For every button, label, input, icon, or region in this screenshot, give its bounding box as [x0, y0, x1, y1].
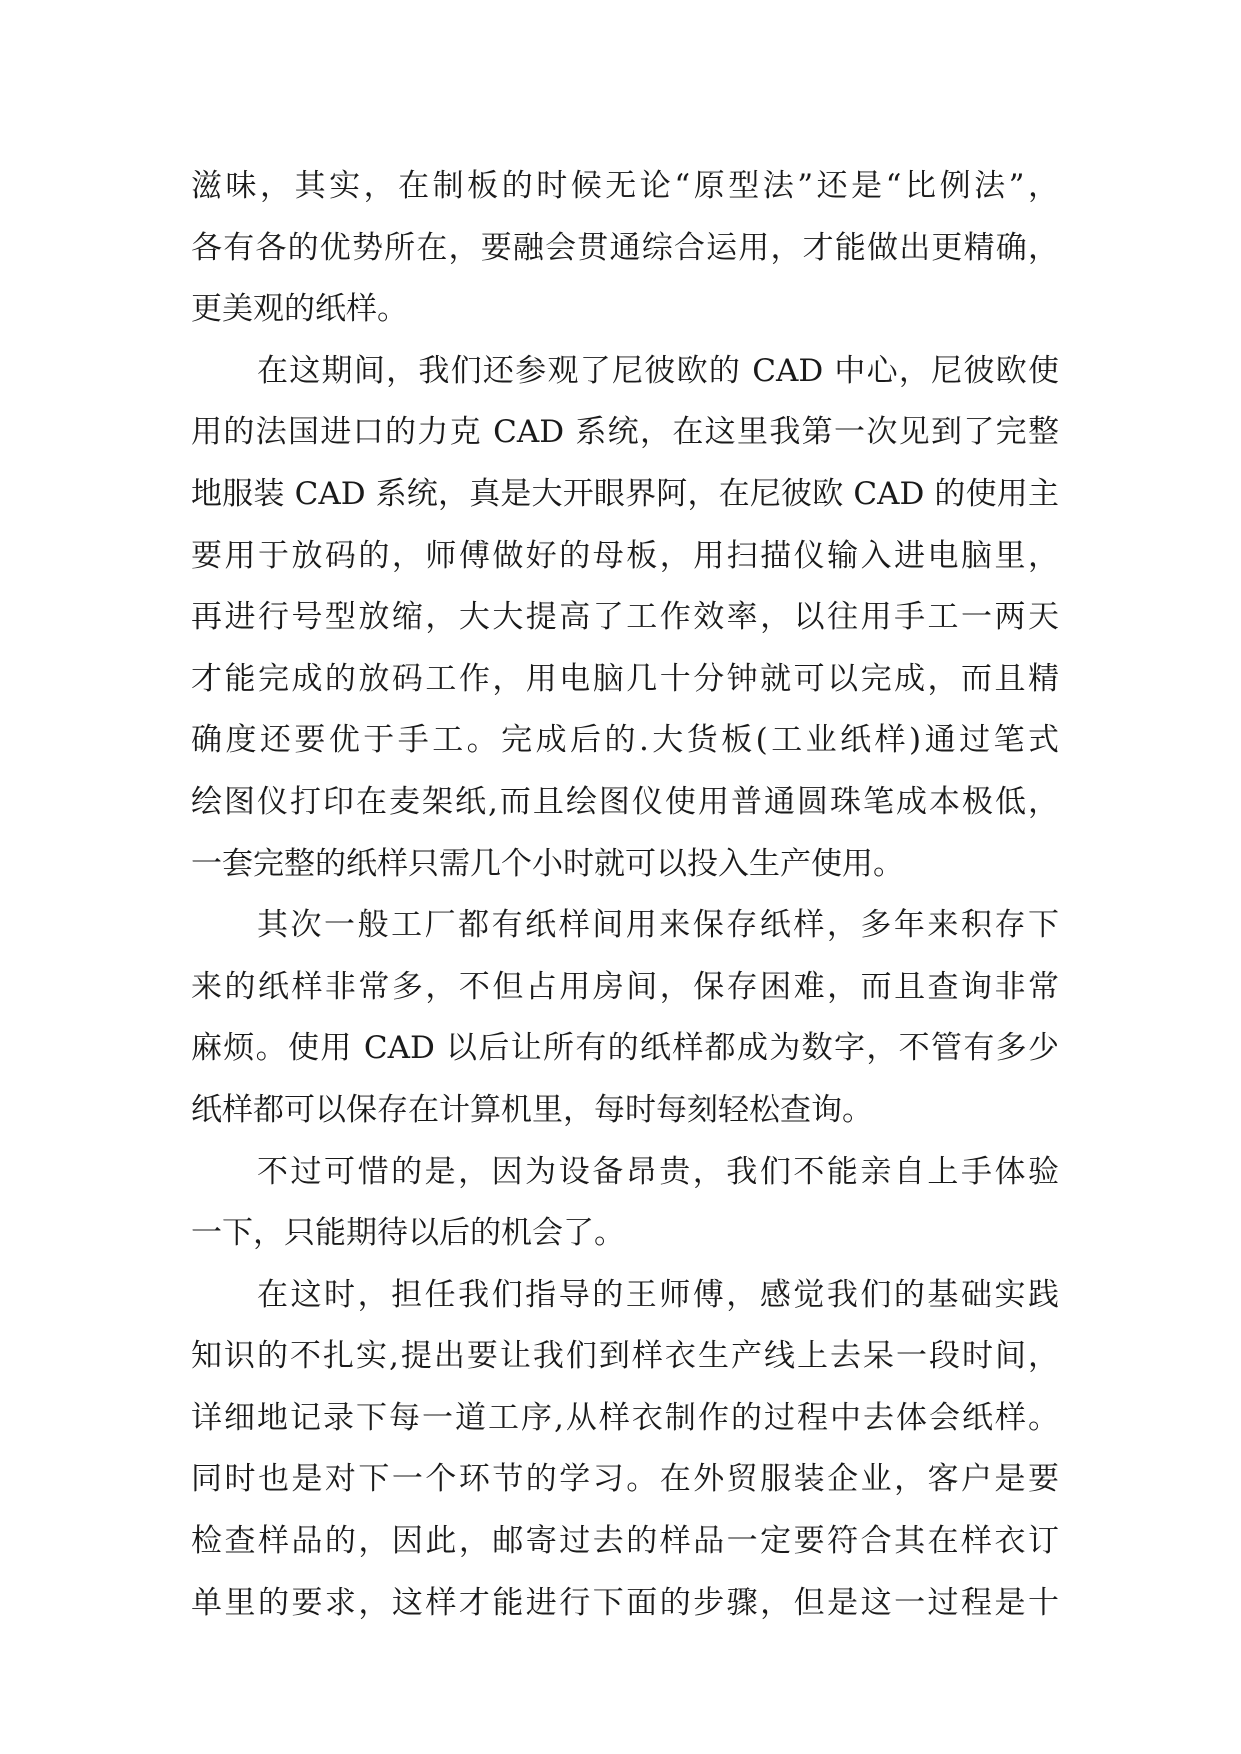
text-line: 麻烦。使用 CAD 以后让所有的纸样都成为数字，不管有多少: [191, 1030, 1059, 1067]
text-line: 地服装 CAD 系统，真是大开眼界阿，在尼彼欧 CAD 的使用主: [191, 475, 1059, 512]
paragraph-3: [191, 895, 1059, 1141]
paragraph-5: [191, 1265, 1059, 1635]
text-line: 各有各的优势所在，要融会贯通综合运用，才能做出更精确，: [191, 229, 1059, 266]
paragraph-1: [191, 156, 1059, 341]
text-line: 一下，只能期待以后的机会了。: [191, 1215, 625, 1252]
text-line: 绘图仪打印在麦架纸,而且绘图仪使用普通圆珠笔成本极低，: [191, 783, 1059, 820]
text-line: 再进行号型放缩，大大提高了工作效率，以往用手工一两天: [191, 599, 1059, 636]
text-line: 确度还要优于手工。完成后的.大货板(工业纸样)通过笔式: [191, 722, 1059, 759]
text-line: 检查样品的，因此，邮寄过去的样品一定要符合其在样衣订: [191, 1523, 1059, 1560]
text-line: 要用于放码的，师傅做好的母板，用扫描仪输入进电脑里，: [191, 537, 1059, 574]
text-line: 来的纸样非常多，不但占用房间，保存困难，而且查询非常: [191, 968, 1059, 1005]
text-line: 不过可惜的是，因为设备昂贵，我们不能亲自上手体验: [257, 1153, 1059, 1190]
text-line: 滋味，其实，在制板的时候无论“原型法”还是“比例法”，: [191, 168, 1059, 204]
text-line: 用的法国进口的力克 CAD 系统，在这里我第一次见到了完整: [191, 414, 1059, 451]
paragraph-4: [191, 1142, 1059, 1265]
body-text: [191, 156, 1059, 1634]
text-line: 才能完成的放码工作，用电脑几十分钟就可以完成，而且精: [191, 660, 1059, 697]
text-line: 单里的要求，这样才能进行下面的步骤，但是这一过程是十: [191, 1584, 1059, 1621]
text-line: 详细地记录下每一道工序,从样衣制作的过程中去体会纸样。: [191, 1399, 1059, 1436]
text-line: 更美观的纸样。: [191, 291, 408, 328]
text-line: 在这期间，我们还参观了尼彼欧的 CAD 中心，尼彼欧使: [257, 352, 1059, 389]
text-line: 知识的不扎实,提出要让我们到样衣生产线上去呆一段时间，: [191, 1338, 1059, 1375]
text-line: 在这时，担任我们指导的王师傅，感觉我们的基础实践: [257, 1276, 1059, 1313]
text-line: 其次一般工厂都有纸样间用来保存纸样，多年来积存下: [257, 907, 1059, 944]
paragraph-2: [191, 341, 1059, 895]
text-line: 一套完整的纸样只需几个小时就可以投入生产使用。: [191, 845, 904, 882]
text-line: 纸样都可以保存在计算机里，每时每刻轻松查询。: [191, 1091, 873, 1128]
text-line: 同时也是对下一个环节的学习。在外贸服装企业，客户是要: [191, 1461, 1059, 1498]
